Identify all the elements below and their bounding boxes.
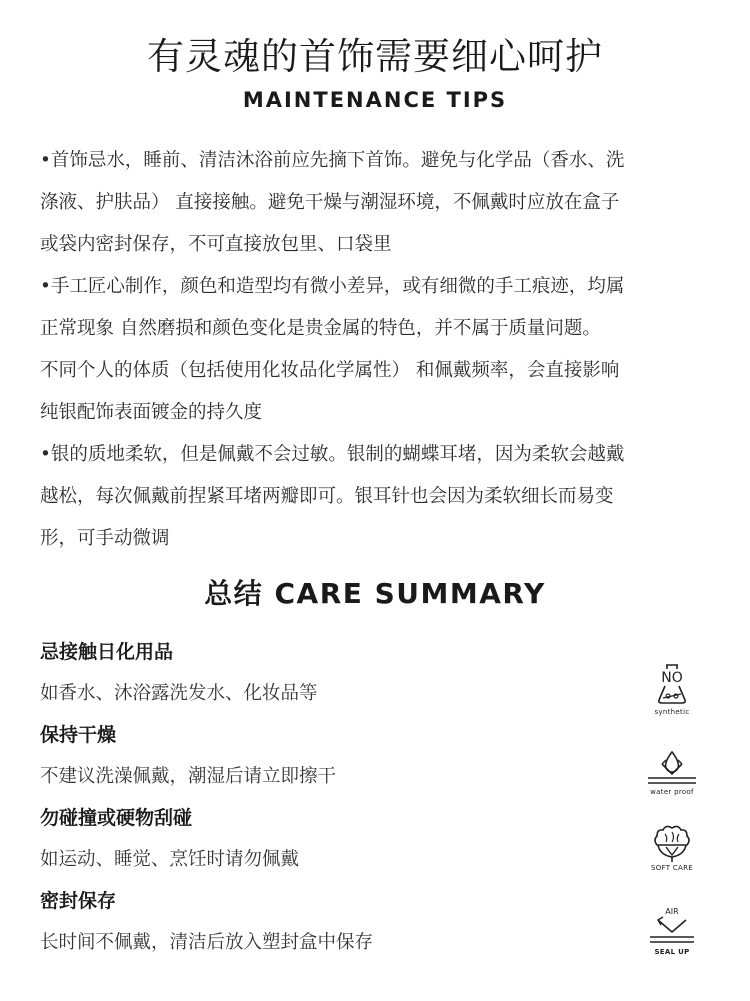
care-item-desc: 长时间不佩戴，清洁后放入塑封盒中保存 (40, 932, 374, 953)
care-item-title: 密封保存 (40, 890, 117, 912)
flask-icon (650, 660, 694, 708)
care-item-desc: 如香水、沐浴露洗发水、化妆品等 (40, 683, 318, 704)
care-item-desc: 不建议洗澡佩戴，潮湿后请立即擦干 (40, 766, 337, 787)
seal-up-icon (632, 904, 712, 957)
tip-line: 正常现象 自然磨损和颜色变化是贵金属的特色，并不属于质量问题。 (40, 318, 601, 339)
tip-line: •手工匠心制作，颜色和造型均有微小差异，或有细微的手工痕迹，均属 (40, 276, 625, 297)
page-title: 有灵魂的首饰需要细心呵护 (147, 35, 603, 78)
cotton-icon (648, 822, 696, 864)
care-item-title: 忌接触日化用品 (40, 641, 174, 663)
tip-line: 不同个人的体质（包括使用化妆品化学属性） 和佩戴频率，会直接影响 (40, 360, 620, 381)
tip-line: •银的质地柔软，但是佩戴不会过敏。银制的蝴蝶耳堵，因为柔软会越戴 (40, 444, 625, 465)
tip-line: 纯银配饰表面镀金的持久度 (40, 402, 263, 423)
care-item-title: 勿碰撞或硬物刮碰 (40, 807, 193, 829)
maintenance-tips (40, 140, 710, 560)
no-label: NO (661, 670, 683, 686)
care-item-title: 保持干燥 (40, 724, 117, 746)
icon-caption: synthetic (654, 708, 690, 716)
icon-caption: SOFT CARE (650, 864, 694, 872)
water-drop-icon (642, 748, 702, 788)
care-summary-heading: 总结 CARE SUMMARY (204, 577, 546, 610)
tip-line: 形，可手动微调 (40, 528, 170, 549)
no-synthetic-icon (632, 660, 712, 717)
tip-line: •首饰忌水，睡前、清洁沐浴前应先摘下首饰。避免与化学品（香水、洗 (40, 150, 625, 171)
soft-care-icon (632, 822, 712, 873)
waterproof-icon (632, 748, 712, 797)
icon-caption: SEAL UP (654, 948, 690, 956)
care-summary-list (40, 632, 640, 964)
icon-caption: water proof (650, 788, 694, 796)
care-item-desc: 如运动、睡觉、烹饪时请勿佩戴 (40, 849, 300, 870)
tip-line: 或袋内密封保存，不可直接放包里、口袋里 (40, 234, 392, 255)
tip-line: 越松，每次佩戴前捏紧耳堵两瓣即可。银耳针也会因为柔软细长而易变 (40, 486, 614, 507)
air-seal-icon (642, 904, 702, 948)
tip-line: 涤液、护肤品） 直接接触。避免干燥与潮湿环境，不佩戴时应放在盒子 (40, 192, 620, 213)
air-label: AIR (665, 907, 679, 916)
page-subtitle: MAINTENANCE TIPS (242, 88, 508, 112)
